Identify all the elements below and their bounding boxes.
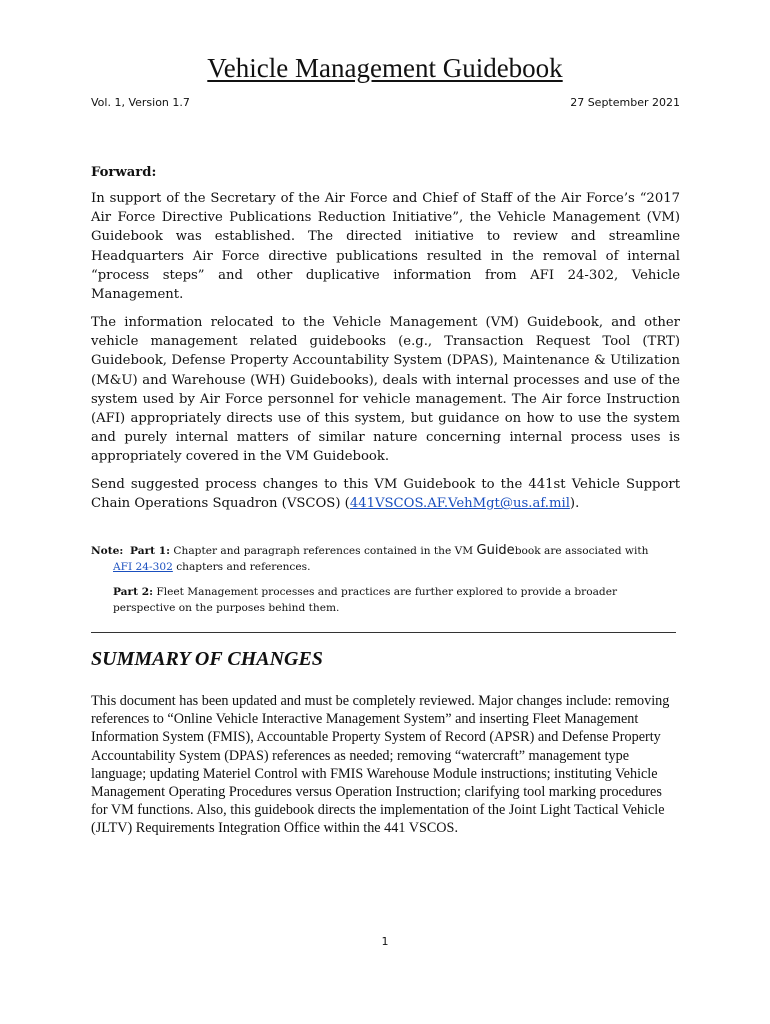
forward-paragraph-1: In support of the Secretary of the Air Force and Chief of Staff of the Air Force’s “2017 Air Force Directive Publications Reduction Initiative”, the Vehicle Management (VM) Guidebook was established. The directed initiative to review and streamline Headquarters Air Force directive publications resulted in the removal of internal “process steps” and other duplicative information from AFI 24-302, Vehicle Management. xyxy=(91,191,680,303)
part1-text-c: chapters and references. xyxy=(172,561,311,573)
note-part-1 xyxy=(91,543,681,575)
forward-paragraph-3 xyxy=(91,475,680,513)
afi-24-302-link[interactable]: AFI 24-302 xyxy=(113,561,173,573)
forward-paragraph-2: The information relocated to the Vehicle Management (VM) Guidebook, and other vehicle management related guidebooks (e.g., Transaction Request Tool (TRT) Guidebook, Defense Property Accountability System (DPAS), Maintenance & Utilization (M&U) and Warehouse (WH) Guidebooks), deals with internal processes and use of the system used by Air Force personnel for vehicle management. The Air force Instruction (AFI) appropriately directs use of this system, but guidance on how to use the system and purely internal matters of similar nature concerning internal process uses is appropriately covered in the VM Guidebook. xyxy=(91,315,680,465)
volume-version: Vol. 1, Version 1.7 xyxy=(91,96,190,109)
document-title: Vehicle Management Guidebook xyxy=(207,53,563,83)
part1-text: Chapter and paragraph references contained in the VM xyxy=(173,545,477,557)
note-label: Note: xyxy=(91,545,124,557)
document-date: 27 September 2021 xyxy=(570,96,680,109)
summary-text: This document has been updated and must be completely reviewed. Major changes include: removing references to “Online Vehicle Interactive Management System” and inserting Fleet Management Information System (FMIS), Accountable Property System of Record (APSR) and Defense Property Accountability System (DPAS) references as needed; removing “watercraft” management type language; updating Materiel Control with FMIS Warehouse Module instructions; instituting Vehicle Management Operating Procedures versus Operation Instruction; clarifying tool marking procedures for VM functions. Also, this guidebook directs the implementation of the Joint Light Tactical Vehicle (JLTV) Requirements Integration Office within the 441 VSCOS. xyxy=(91,693,670,837)
forward-heading: Forward: xyxy=(91,165,157,180)
paragraph-3-text: Send suggested process changes to this VM Guidebook to the 441st Vehicle Support Chain Operations Squadron (VSCOS) ( xyxy=(91,477,680,512)
note-part-2 xyxy=(113,584,673,616)
part1-guide-word: Guide xyxy=(476,543,515,558)
section-divider xyxy=(91,632,676,633)
paragraph-3-end: ). xyxy=(569,496,580,512)
part2-label: Part 2: xyxy=(113,586,153,598)
part1-continuation xyxy=(91,559,681,575)
summary-heading: SUMMARY OF CHANGES xyxy=(91,648,323,670)
page-number: 1 xyxy=(381,935,389,948)
vscos-email-link[interactable]: 441VSCOS.AF.VehMgt@us.af.mil xyxy=(349,496,570,512)
part1-text-b: book are associated with xyxy=(514,545,649,557)
part1-label: Part 1: xyxy=(130,545,171,557)
document-meta xyxy=(91,96,680,109)
part2-text: Fleet Management processes and practices are further explored to provide a broader perspective on the purposes behind them. xyxy=(113,586,618,614)
